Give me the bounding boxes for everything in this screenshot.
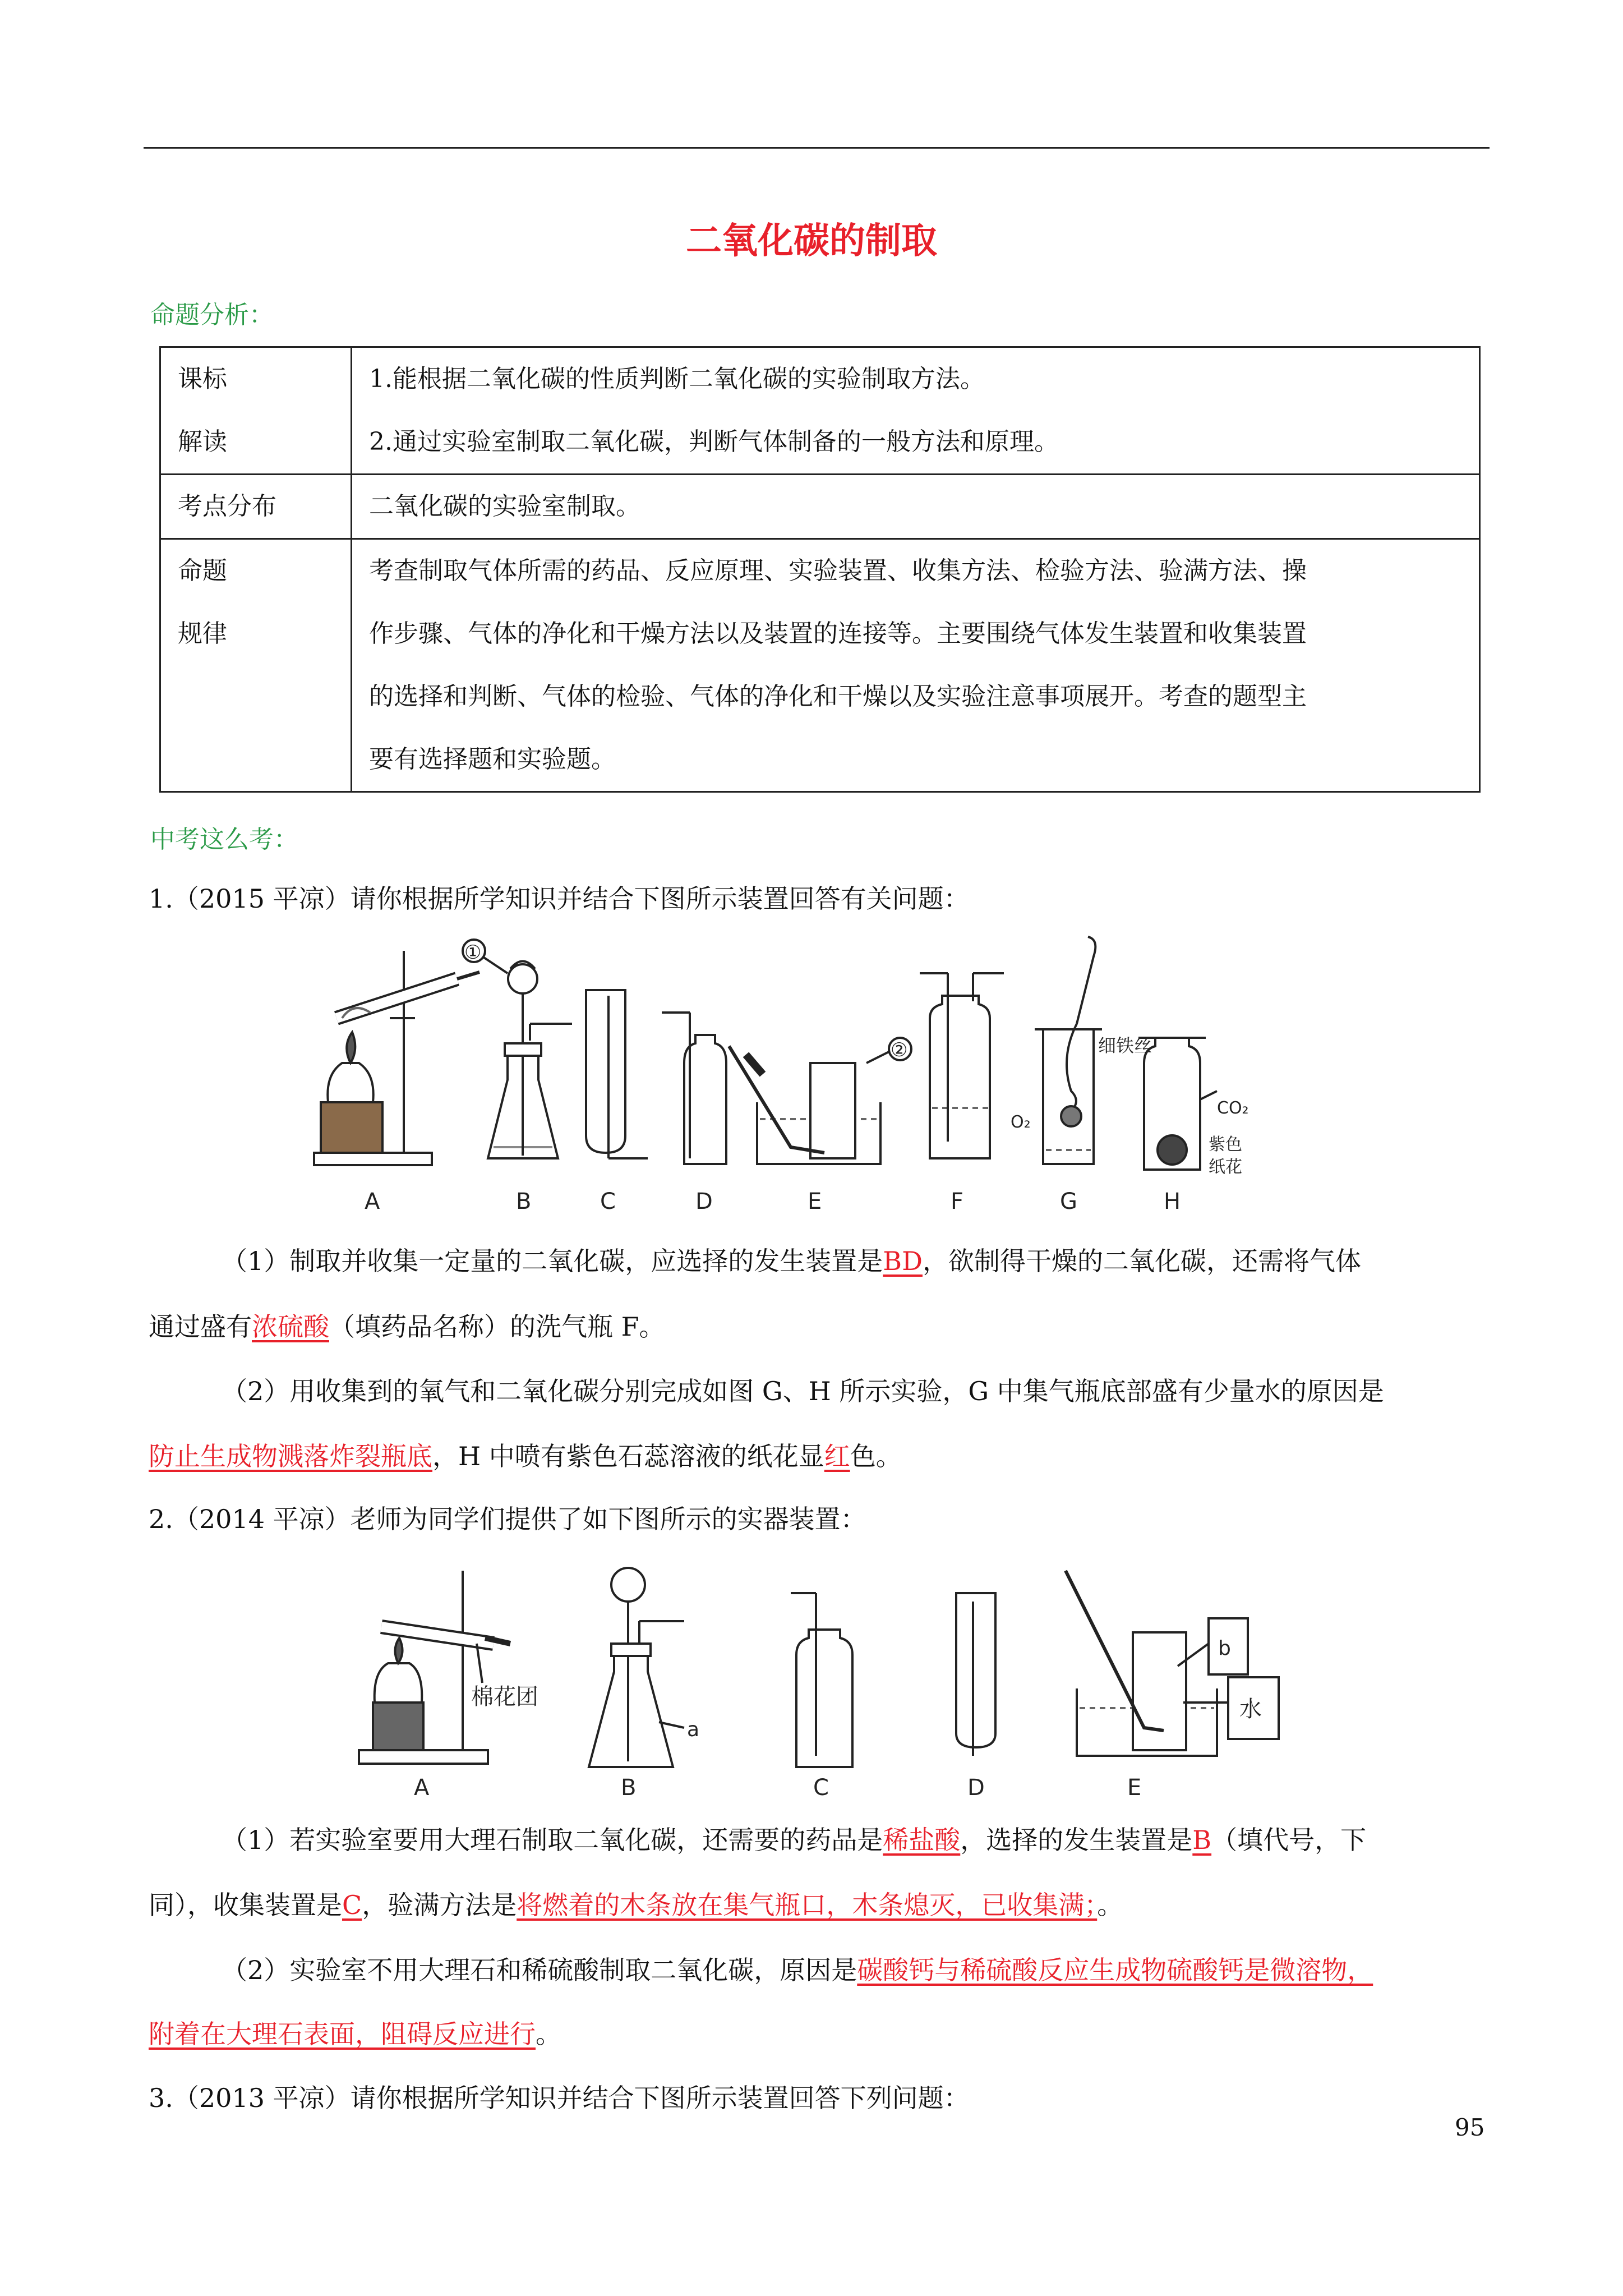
- analysis-table: [159, 346, 1481, 793]
- q2-answer: 将燃着的木条放在集气瓶口，木条熄灭，已收集满；: [517, 1890, 1098, 1920]
- q2-text: （1）若实验室要用大理石制取二氧化碳，还需要的药品是: [222, 1825, 883, 1855]
- q1-answer: 红: [824, 1441, 850, 1471]
- figure-label: G: [1060, 1189, 1077, 1214]
- figure-label: D: [967, 1775, 985, 1801]
- q2-answer: B: [1192, 1825, 1212, 1855]
- q1-part2-line2: [149, 1439, 902, 1473]
- row-value: [352, 539, 1480, 792]
- value-line: 二氧化碳的实验室制取。: [369, 492, 640, 521]
- apparatus-b: [589, 1568, 684, 1767]
- apparatus-a: [359, 1571, 510, 1764]
- table-row: [160, 539, 1480, 792]
- water-label: 水: [1239, 1696, 1262, 1722]
- q2-text: （2）实验室不用大理石和稀硫酸制取二氧化碳，原因是: [222, 1955, 857, 1985]
- q2-part2-line1: [222, 1953, 1373, 1987]
- q1-text: （1）制取并收集一定量的二氧化碳，应选择的发生装置是: [222, 1246, 883, 1276]
- figure-label: B: [621, 1775, 637, 1801]
- value-line: 的选择和判断、气体的检验、气体的净化和干燥以及实验注意事项展开。考查的题型主: [369, 682, 1307, 711]
- value-line: 考查制取气体所需的药品、反应原理、实验装置、收集方法、检验方法、验满方法、操: [369, 556, 1307, 585]
- figure-label: F: [951, 1189, 964, 1214]
- apparatus-d: [662, 1013, 726, 1164]
- value-line: 2.通过实验室制取二氧化碳，判断气体制备的一般方法和原理。: [369, 427, 1059, 456]
- page-title: 二氧化碳的制取: [686, 220, 937, 262]
- row-value: [352, 347, 1480, 475]
- question-1-stem: 1.（2015 平凉）请你根据所学知识并结合下图所示装置回答有关问题：: [149, 884, 970, 914]
- row-value: [352, 475, 1480, 539]
- q2-text: 。: [536, 2019, 561, 2049]
- apparatus-e: [729, 1038, 911, 1164]
- q2-part2-line2: [149, 2017, 561, 2051]
- q2-answer: 稀盐酸: [883, 1825, 961, 1855]
- apparatus-h: [1138, 1038, 1217, 1170]
- figure-label: E: [1127, 1775, 1142, 1801]
- q1-text: （2）用收集到的氧气和二氧化碳分别完成如图 G、H 所示实验，G 中集气瓶底部盛有少量水的原因是: [222, 1376, 1384, 1406]
- header-rule: [144, 147, 1490, 149]
- q1-answer: 防止生成物溅落炸裂瓶底: [149, 1441, 432, 1471]
- key-line: 考点分布: [178, 492, 276, 521]
- question-2-stem: 2.（2014 平凉）老师为同学们提供了如下图所示的实器装置：: [149, 1504, 866, 1534]
- key-line: 课标: [178, 365, 227, 393]
- q2-answer: 碳酸钙与稀硫酸反应生成物硫酸钙是微溶物，: [857, 1955, 1373, 1985]
- q2-answer: 附着在大理石表面，阻碍反应进行: [149, 2019, 536, 2049]
- apparatus-c: [791, 1593, 852, 1767]
- oxygen-label: O₂: [1011, 1112, 1031, 1132]
- value-line: 要有选择题和实验题。: [369, 745, 616, 774]
- q1-part2-line1: [222, 1374, 1384, 1408]
- analysis-label: 命题分析：: [150, 301, 274, 329]
- question-3-stem: 3.（2013 平凉）请你根据所学知识并结合下图所示装置回答下列问题：: [149, 2083, 970, 2113]
- marker-1: ①: [464, 941, 482, 964]
- apparatus-g: [1035, 937, 1102, 1164]
- q2-part1-line2: [149, 1888, 1123, 1922]
- q1-text: 通过盛有: [149, 1312, 252, 1342]
- q1-text: ，H 中喷有紫色石蕊溶液的纸花显: [432, 1441, 824, 1471]
- row-key: [160, 475, 352, 539]
- q2-answer: C: [342, 1890, 362, 1920]
- value-line: 作步骤、气体的净化和干燥方法以及装置的连接等。主要围绕气体发生装置和收集装置: [369, 619, 1307, 648]
- q1-text: （填药品名称）的洗气瓶 F。: [329, 1312, 665, 1342]
- q1-part1-line2: [149, 1310, 665, 1343]
- key-line: 规律: [178, 619, 227, 648]
- cotton-label: 棉花团: [471, 1684, 538, 1710]
- row-key: [160, 539, 352, 792]
- apparatus-c: [586, 990, 648, 1158]
- funnel-label-a: a: [687, 1718, 700, 1741]
- iron-wire-label: 细铁丝: [1098, 1035, 1152, 1056]
- q1-answer: 浓硫酸: [252, 1312, 329, 1342]
- key-line: 解读: [178, 427, 227, 456]
- row-key: [160, 347, 352, 475]
- q1-part1-line1: [222, 1244, 1361, 1278]
- q1-answer: BD: [883, 1246, 923, 1276]
- purple-label: 紫色: [1209, 1135, 1242, 1154]
- apparatus-f: [920, 973, 1004, 1158]
- exam-label: 中考这么考：: [150, 825, 298, 854]
- apparatus-figure-2: [348, 1559, 1301, 1806]
- page-number: 95: [1455, 2114, 1485, 2141]
- apparatus-figure-1: [303, 934, 1324, 1226]
- figure-label: C: [600, 1189, 616, 1214]
- table-row: [160, 475, 1480, 539]
- apparatus-e: [1066, 1571, 1279, 1756]
- q1-text: ，欲制得干燥的二氧化碳，还需将气体: [922, 1246, 1361, 1276]
- q2-text: ，选择的发生装置是: [960, 1825, 1193, 1855]
- figure-label: A: [365, 1189, 380, 1214]
- co2-label: CO₂: [1217, 1098, 1249, 1118]
- q2-text: ，验满方法是: [362, 1890, 517, 1920]
- q2-text: 同），收集装置是: [149, 1890, 342, 1920]
- figure-label: B: [516, 1189, 532, 1214]
- figure-label: E: [808, 1189, 822, 1214]
- figure-label: H: [1164, 1189, 1181, 1214]
- value-line: 1.能根据二氧化碳的性质判断二氧化碳的实验制取方法。: [369, 365, 985, 393]
- apparatus-d: [956, 1593, 995, 1756]
- key-line: 命题: [178, 556, 227, 585]
- table-row: [160, 347, 1480, 475]
- marker-2: ②: [891, 1039, 908, 1061]
- figure-label: D: [695, 1189, 713, 1214]
- q1-text: 色。: [850, 1441, 902, 1471]
- figure-label: C: [813, 1775, 829, 1801]
- figure-label: A: [414, 1775, 430, 1801]
- q2-text: （填代号，下: [1211, 1825, 1367, 1855]
- label-b: b: [1218, 1637, 1231, 1660]
- q2-part1-line1: [222, 1823, 1366, 1857]
- q2-text: 。: [1097, 1890, 1123, 1920]
- apparatus-a: [314, 951, 479, 1165]
- paper-flower-label: 纸花: [1209, 1157, 1242, 1177]
